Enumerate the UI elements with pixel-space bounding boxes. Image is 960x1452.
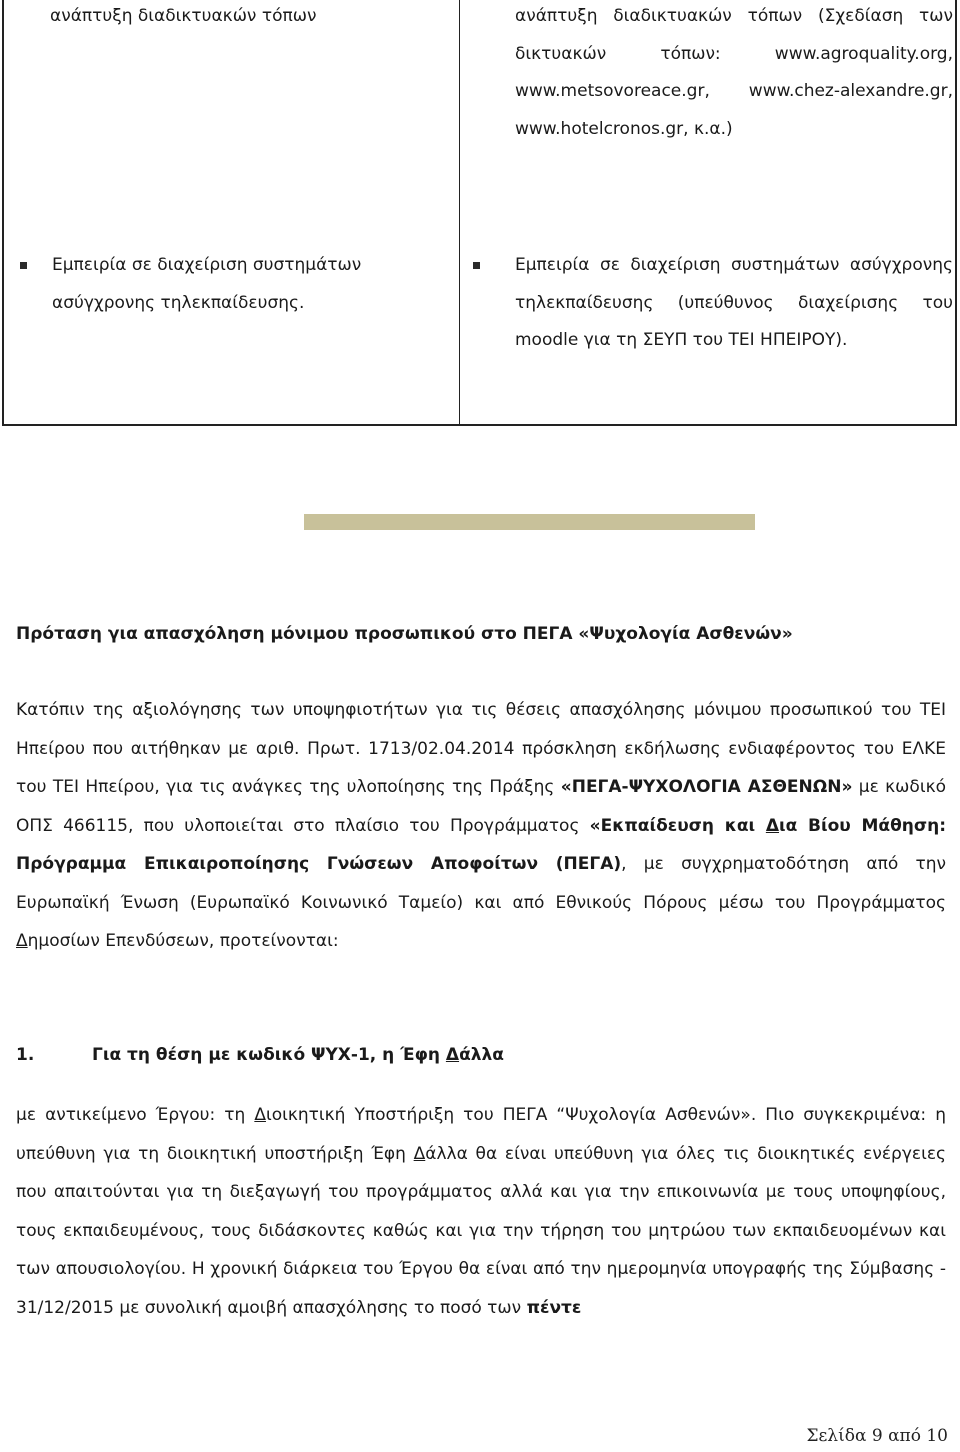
underlined-letter: Δ xyxy=(16,931,28,951)
underlined-letter: Δ xyxy=(254,1105,266,1125)
position-title: άλλα xyxy=(459,1045,504,1065)
program-title-underlined-letter: Δ xyxy=(765,815,780,836)
right-cell-bullet-text: Εμπειρία σε διαχείριση συστημάτων ασύγχρονης τηλεκπαίδευσης (υπεύθυνος διαχείρισης του moodle για τη ΣΕΥΠ του ΤΕΙ ΗΠΕΙΡΟΥ). xyxy=(515,255,953,350)
paragraph-text: με κωδικό ΟΠΣ 466115, που υλοποιείται στο πλαίσιο του Προγράμματος xyxy=(16,777,946,836)
page-number-footer: Σελίδα 9 από 10 xyxy=(806,1426,948,1446)
position-heading xyxy=(16,1036,504,1074)
program-title: «Εκπαίδευση και xyxy=(589,815,766,836)
project-title: «ΠΕΓΑ-ΨΥΧΟΛΟΓΙΑ ΑΣΘΕΝΩΝ» xyxy=(560,777,853,797)
paragraph-text: , με συγχρηματοδότηση από την Ευρωπαϊκή Ένωση (Ευρωπαϊκό Κοινωνικό Ταμείο) και από Εθνικούς Πόρους μέσω του Προγράμματος xyxy=(16,854,946,913)
position-number: 1. xyxy=(16,1045,35,1065)
paragraph-text: άλλα θα είναι υπεύθυνη για όλες τις διοικητικές ενέργειες που απαιτούνται για τη διεξαγωγή του προγράμματος αλλά και για την επικοινωνία με τους υποψηφίους, τους εκπαιδευμένους, τους διδάσκοντες καθώς και για την τήρηση του μητρώου των εκπαιδευομένων και των απουσιολογίου. Η χρονική διάρκεια του Έργου θα είναι από την ημερομηνία υπογραφής της Σύμβασης - 31/12/2015 με συνολική αμοιβή απασχόλησης το ποσό των xyxy=(16,1143,946,1318)
left-cell-line: ανάπτυξη διαδικτυακών τόπων xyxy=(50,6,317,26)
position-description xyxy=(16,1096,946,1327)
paragraph-text: ημοσίων Επενδύσεων, προτείνονται: xyxy=(27,931,339,951)
left-cell-bullet-text: Εμπειρία σε διαχείριση συστημάτων ασύγχρονης τηλεκπαίδευσης. xyxy=(52,255,362,313)
paragraph-text: ιοικητική Υποστήριξη του ΠΕΓΑ “Ψυχολογία Ασθενών». Πιο συγκεκριμένα: η υπεύθυνη για τη διοικητική υποστήριξη Έφη xyxy=(16,1105,946,1164)
bullet-square-icon xyxy=(473,262,480,269)
table-column-divider xyxy=(459,0,460,424)
amount-word: πέντε xyxy=(526,1297,582,1318)
paragraph-text: Κατόπιν της αξιολόγησης των υποψηφιοτήτων για τις θέσεις απασχόλησης μόνιμου προσωπικού του ΤΕΙ Ηπείρου που αιτήθηκαν με αριθ. Πρωτ. 1713/02.04.2014 πρόσκληση εκδήλωσης ενδιαφέροντος του ΕΛΚΕ του ΤΕΙ Ηπείρου, για τις ανάγκες της υλοποίησης της Πράξης xyxy=(16,700,946,797)
position-title-underlined-letter: Δ xyxy=(445,1045,460,1065)
position-title: Για τη θέση με κωδικό ΨΥΧ-1, η Έφη xyxy=(92,1045,446,1065)
underlined-letter: Δ xyxy=(413,1143,426,1164)
program-title: ια Βίου Μάθηση: Πρόγραμμα Επικαιροποίησης Γνώσεων Αποφοίτων (ΠΕΓΑ) xyxy=(16,815,947,874)
experience-table xyxy=(2,0,957,426)
right-cell-paragraph: ανάπτυξη διαδικτυακών τόπων (Σχεδίαση των δικτυακών τόπων: www.agroquality.org, www.metsovoreace.gr, www.chez-alexandre.gr, www.hotelcronos.gr, κ.α.) xyxy=(515,6,953,139)
proposal-heading: Πρόταση για απασχόληση μόνιμου προσωπικού στο ΠΕΓΑ «Ψυχολογία Ασθενών» xyxy=(16,624,793,644)
intro-paragraph xyxy=(16,691,946,961)
section-separator-bar xyxy=(304,514,755,530)
bullet-square-icon xyxy=(20,262,27,269)
paragraph-text: με αντικείμενο Έργου: τη xyxy=(16,1105,255,1125)
